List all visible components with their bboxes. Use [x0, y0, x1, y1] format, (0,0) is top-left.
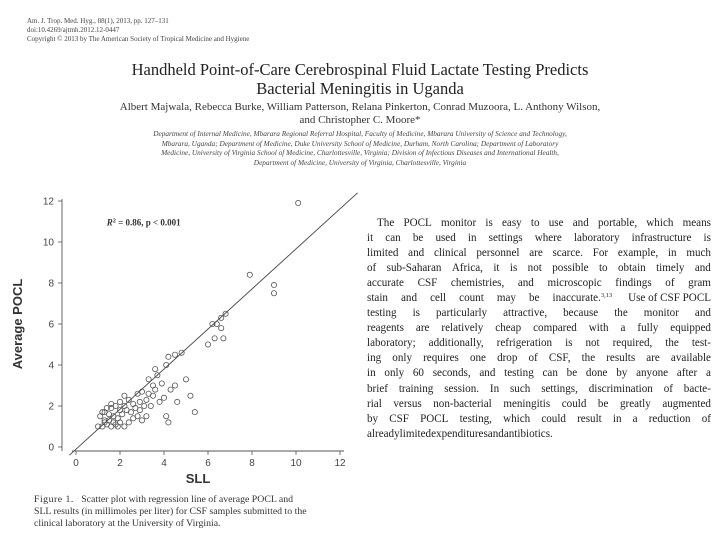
data-point: [219, 315, 224, 320]
data-point: [205, 342, 210, 347]
data-point: [166, 354, 171, 359]
y-tick-label: 6: [48, 319, 54, 331]
authors-line: and Christopher C. Moore*: [299, 114, 421, 126]
data-point: [122, 393, 127, 398]
figure-caption: [34, 494, 364, 530]
body-line: testing is particularly attractive, because the monitor and: [367, 307, 711, 320]
y-tick-label: 2: [48, 401, 54, 413]
body-line: of sub-Saharan Africa, it is not possible to obtain timely and: [367, 262, 711, 275]
data-point: [135, 414, 140, 419]
x-tick-label: 8: [249, 458, 255, 469]
body-line: stain and cell count may be inaccurate.$^{3,13}$ Use of CSF POCL: [367, 291, 711, 306]
title-line: Bacterial Meningitis in Uganda: [256, 79, 464, 98]
data-point: [139, 418, 144, 423]
data-point: [166, 420, 171, 425]
data-point: [137, 399, 142, 404]
scatter-chart: [0, 185, 365, 490]
journal-header: [27, 17, 249, 44]
y-tick-label: 10: [42, 237, 54, 249]
y-tick-label: 8: [48, 278, 54, 290]
data-point: [153, 387, 158, 392]
caption-line: SLL results (in millimoles per liter) for CSF samples submitted to the: [34, 506, 307, 517]
data-point: [164, 414, 169, 419]
x-tick-label: 0: [73, 458, 79, 469]
data-point: [271, 291, 276, 296]
body-line: brief training session. In such settings, discrimination of bacte-: [367, 382, 711, 395]
data-point: [221, 336, 226, 341]
body-line: laboratory; additionally, refrigeration is not required, the test-: [367, 337, 711, 350]
affiliation-line: Medicine, University of Virginia School of Medicine, Charlottesville, Virginia; Division of Infectious Diseases and International Health,: [161, 148, 559, 158]
data-point: [157, 399, 162, 404]
data-point: [146, 377, 151, 382]
data-point: [144, 397, 149, 402]
data-point: [117, 399, 122, 404]
caption-text: Scatter plot with regression line of average POCL and: [81, 494, 294, 505]
data-point: [168, 387, 173, 392]
x-tick-label: 10: [290, 458, 302, 469]
body-line: in only 60 seconds, and testing can be done by anyone after a: [367, 367, 711, 380]
data-point: [271, 282, 276, 287]
data-point: [192, 410, 197, 415]
affiliations: [30, 129, 690, 167]
y-tick-label: 0: [48, 442, 54, 454]
body-line: reagents are relatively cheap compared with a fully equipped: [367, 322, 711, 335]
x-tick-label: 6: [205, 458, 211, 469]
data-point: [142, 403, 147, 408]
x-axis-label: SLL: [185, 471, 211, 486]
body-line: it can be used in settings where laboratory infrastructure is: [367, 232, 711, 245]
affiliation-line: Department of Medicine, University of Virginia, Charlottesville, Virginia: [253, 157, 467, 167]
y-tick-label: 12: [42, 196, 54, 208]
data-point: [212, 336, 217, 341]
data-point: [117, 408, 122, 413]
citation-ref: 3,13: [600, 292, 613, 300]
data-point: [150, 393, 155, 398]
article-title: [0, 60, 720, 98]
x-tick-label: 2: [117, 458, 123, 469]
regression-line: [69, 193, 357, 455]
body-line: limited and clinical personnel are scarce. For example, in much: [367, 247, 711, 260]
caption-line: [34, 494, 364, 506]
x-tick-label: 4: [161, 458, 167, 469]
body-line: rial versus non-bacterial meningitis could be greatly augmented: [367, 397, 711, 410]
body-line-tail: Use of CSF POCL: [625, 292, 711, 305]
y-axis-label: Average POCL: [10, 278, 25, 370]
data-point: [148, 403, 153, 408]
body-line: The POCL monitor is easy to use and portable, which means: [377, 217, 711, 229]
data-point: [175, 399, 180, 404]
author-list: [0, 101, 720, 127]
body-paragraph: [367, 216, 711, 442]
journal-doi: doi:10.4269/ajtmh.2012.12-0447: [27, 26, 120, 34]
data-point: [172, 352, 177, 357]
data-point: [128, 410, 133, 415]
body-line: accurate CSF chemistries, and microscopic findings of gram: [367, 277, 711, 290]
data-point: [223, 311, 228, 316]
data-point: [137, 408, 142, 413]
data-point: [172, 383, 177, 388]
data-point: [247, 272, 252, 277]
journal-copyright: Copyright © 2013 by The American Society of Tropical Medicine and Hygiene: [27, 35, 250, 43]
affiliation-line: Mbarara, Uganda; Department of Medicine, Duke University School of Medicine, Durham, North Carolina; Department of Laboratory: [161, 138, 559, 148]
body-line: by CSF POCL testing, which could result in a reduction of: [367, 412, 711, 425]
authors-line: Albert Majwala, Rebecca Burke, William Patterson, Relana Pinkerton, Conrad Muzoora, L. Anthony Wilson,: [119, 101, 601, 113]
r-squared-annotation: $R^2 = 0.86$, p < 0.001: [106, 217, 181, 228]
affiliation-line: Department of Internal Medicine, Mbarara Regional Referral Hospital, Faculty of Medicine, Mbarara University of Science and Technology,: [153, 129, 567, 138]
data-point: [296, 200, 301, 205]
y-tick-label: 4: [48, 360, 54, 372]
data-point: [153, 367, 158, 372]
data-point: [122, 424, 127, 429]
data-point: [159, 381, 164, 386]
journal-citation: Am. J. Trop. Med. Hyg., 88(1), 2013, pp. 127–131: [27, 17, 169, 25]
body-line: ing only requires one drop of CSF, the results are available: [367, 352, 711, 365]
title-line: Handheld Point-of-Care Cerebrospinal Fluid Lactate Testing Predicts: [131, 60, 589, 79]
body-line: already limited expenditures and antibiotics.: [367, 427, 553, 440]
data-point: [126, 420, 131, 425]
data-point: [98, 414, 103, 419]
data-point: [188, 393, 193, 398]
data-point: [183, 377, 188, 382]
caption-line: clinical laboratory at the University of Virginia.: [34, 518, 221, 529]
data-point: [144, 414, 149, 419]
figure-label: Figure 1.: [34, 494, 74, 505]
data-point: [161, 395, 166, 400]
x-tick-label: 12: [334, 458, 346, 469]
data-point: [219, 326, 224, 331]
